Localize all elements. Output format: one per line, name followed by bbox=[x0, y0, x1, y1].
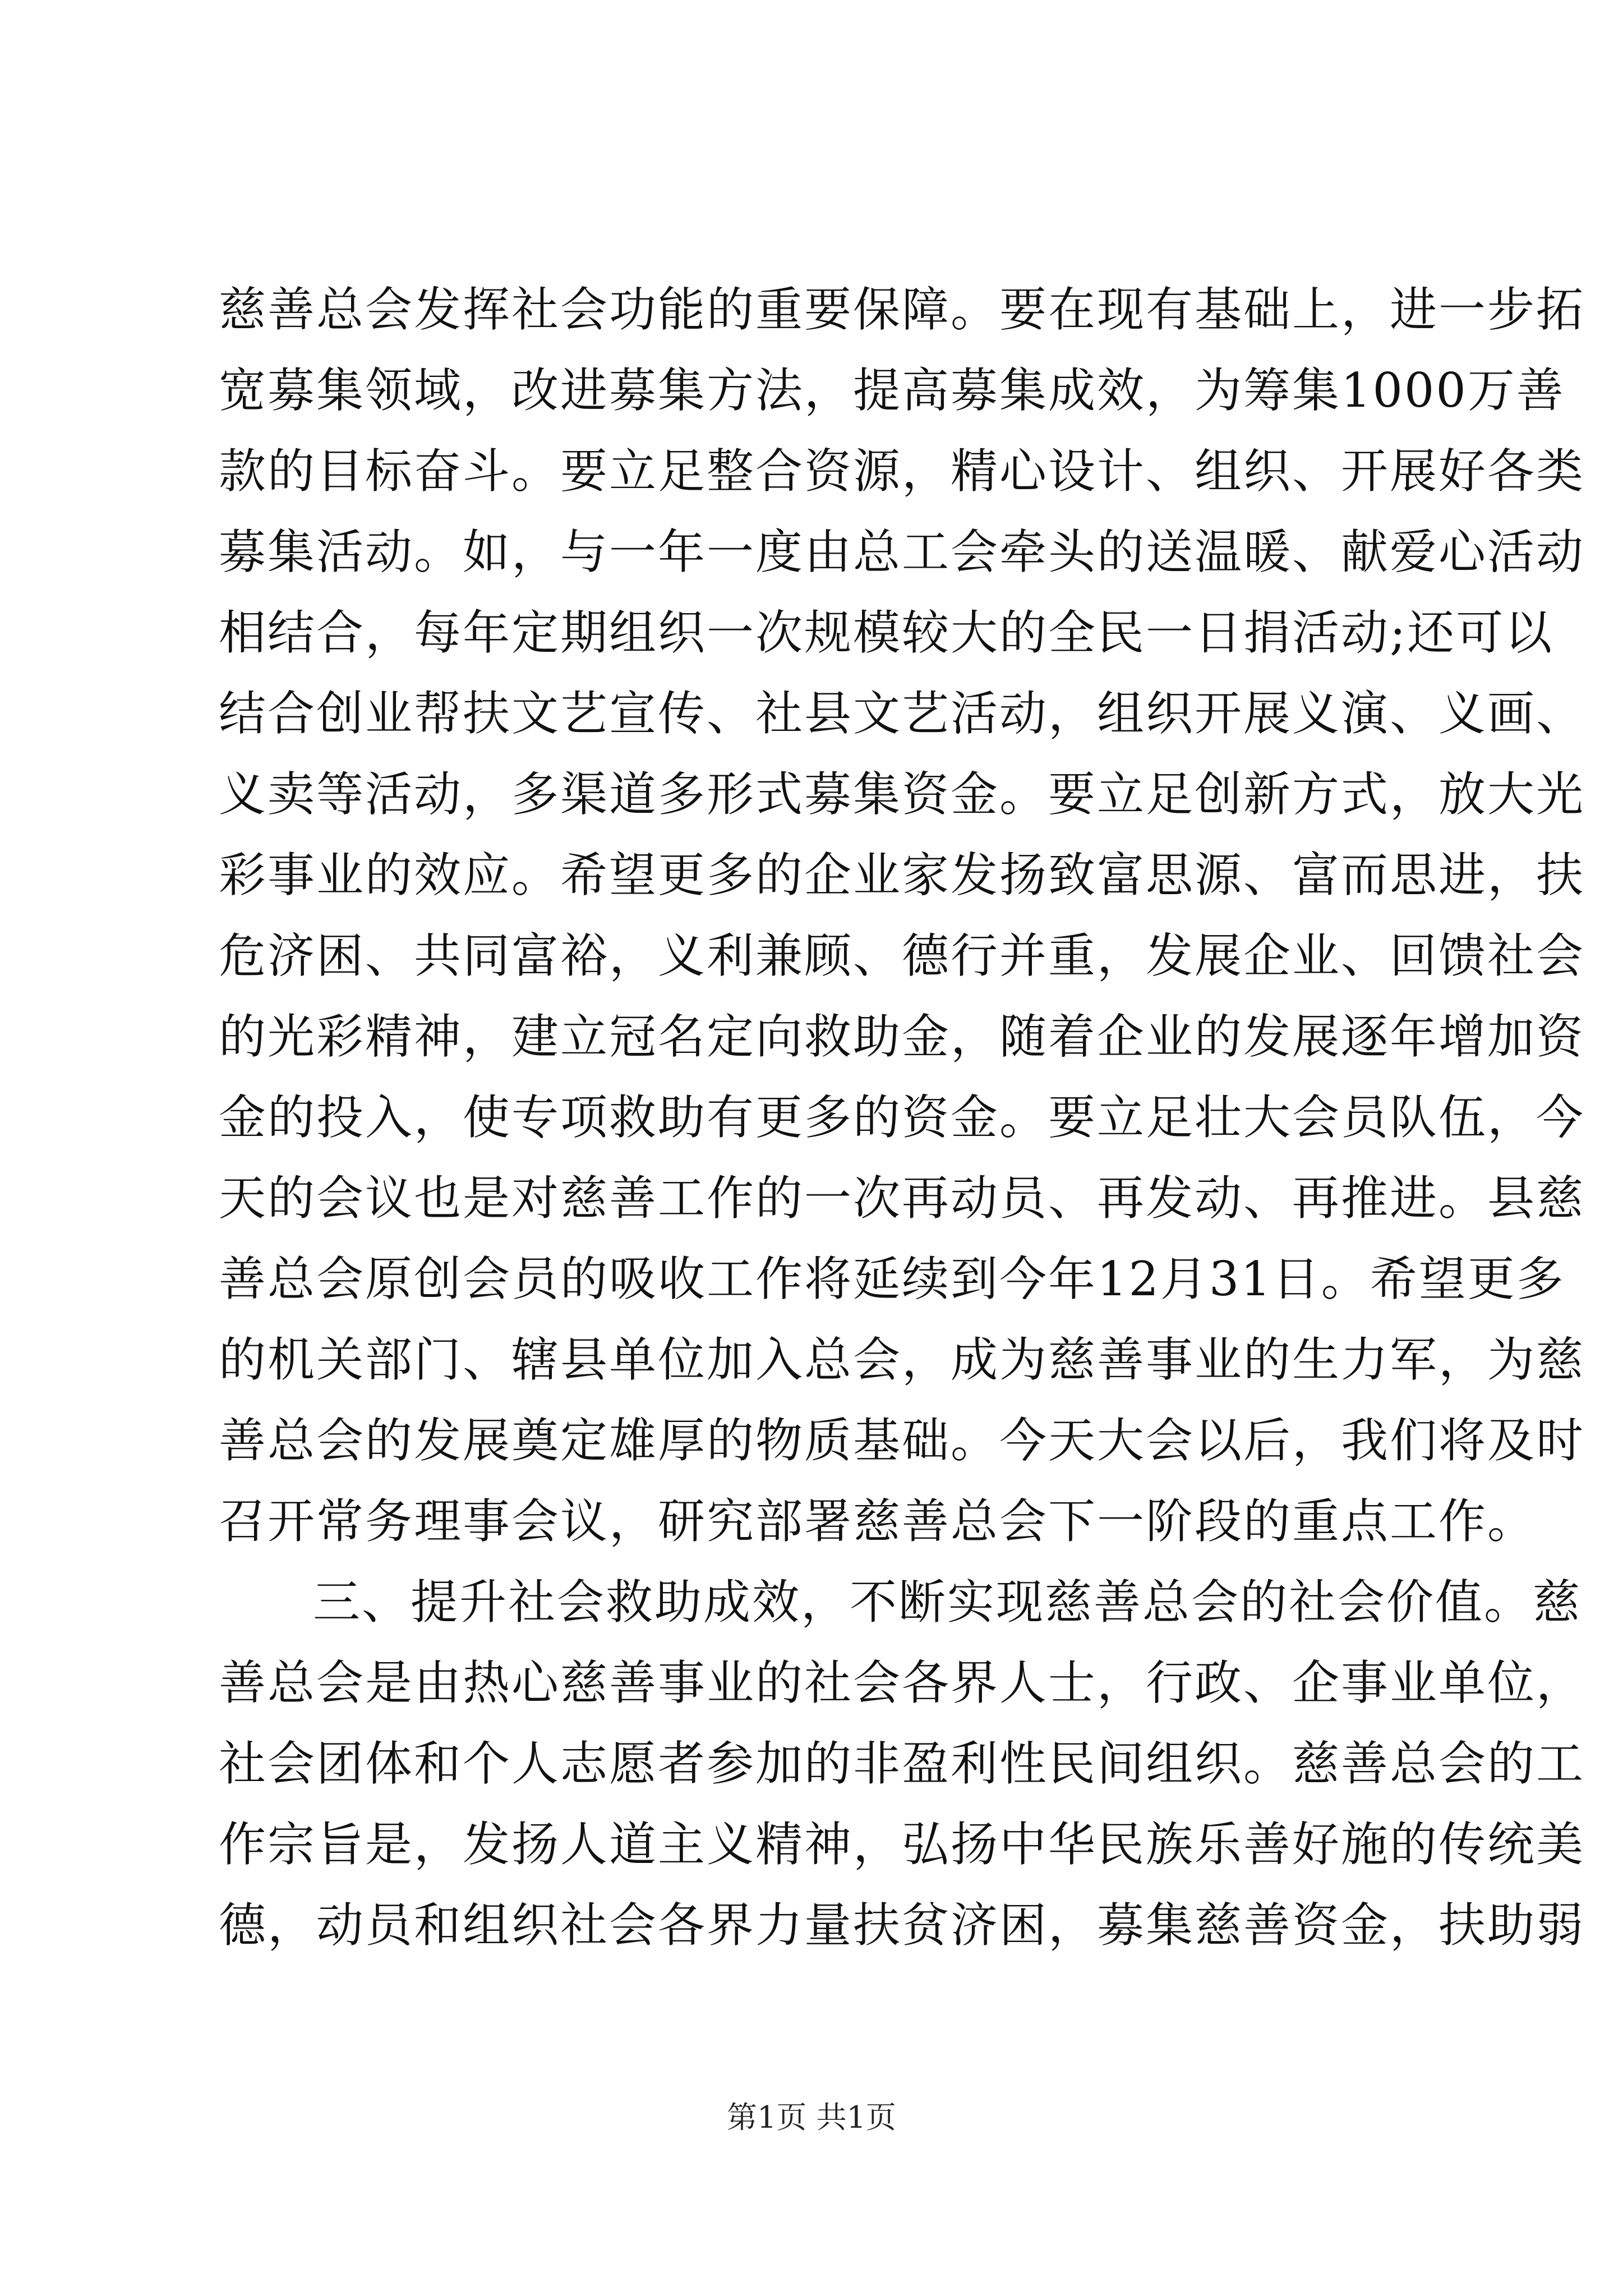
text-line: 的机关部门、辖县单位加入总会，成为慈善事业的生力军，为慈 bbox=[219, 1332, 1585, 1387]
text-line: 彩事业的效应。希望更多的企业家发扬致富思源、富而思进，扶 bbox=[219, 848, 1585, 903]
text-line: 天的会议也是对慈善工作的一次再动员、再发动、再推进。县慈 bbox=[219, 1171, 1585, 1226]
paragraph-end-line: 召开常务理事会议，研究部署慈善总会下一阶段的重点工作。 bbox=[219, 1494, 1537, 1549]
text-line: 金的投入，使专项救助有更多的资金。要立足壮大会员队伍，今 bbox=[219, 1090, 1585, 1145]
text-line: 募集活动。如，与一年一度由总工会牵头的送温暖、献爱心活动 bbox=[219, 524, 1585, 579]
text-line: 社会团体和个人志愿者参加的非盈利性民间组织。慈善总会的工 bbox=[219, 1736, 1585, 1791]
text-line: 危济困、共同富裕，义利兼顾、德行并重，发展企业、回馈社会 bbox=[219, 928, 1585, 983]
text-line: 慈善总会发挥社会功能的重要保障。要在现有基础上，进一步拓 bbox=[219, 282, 1585, 337]
section-heading-line: 三、提升社会救助成效，不断实现慈善总会的社会价值。慈 bbox=[313, 1575, 1582, 1630]
text-line: 善总会的发展奠定雄厚的物质基础。今天大会以后，我们将及时 bbox=[219, 1413, 1585, 1468]
text-line: 善总会是由热心慈善事业的社会各界人士，行政、企事业单位， bbox=[219, 1655, 1585, 1710]
text-line: 结合创业帮扶文艺宣传、社县文艺活动，组织开展义演、义画、 bbox=[219, 686, 1585, 741]
text-line: 款的目标奋斗。要立足整合资源，精心设计、组织、开展好各类 bbox=[219, 444, 1585, 499]
text-line: 善总会原创会员的吸收工作将延续到今年12月31日。希望更多 bbox=[219, 1251, 1565, 1306]
text-line: 的光彩精神，建立冠名定向救助金，随着企业的发展逐年增加资 bbox=[219, 1009, 1585, 1064]
text-line: 相结合，每年定期组织一次规模较大的全民一日捐活动;还可以 bbox=[219, 605, 1554, 660]
page-number-label: 第1页 共1页 bbox=[727, 2100, 896, 2135]
text-line: 宽募集领域，改进募集方法，提高募集成效，为筹集1000万善 bbox=[219, 363, 1565, 418]
text-line: 义卖等活动，多渠道多形式募集资金。要立足创新方式，放大光 bbox=[219, 767, 1585, 822]
page-footer bbox=[0, 2098, 1623, 2137]
text-line: 作宗旨是，发扬人道主义精神，弘扬中华民族乐善好施的传统美 bbox=[219, 1817, 1585, 1872]
body-text bbox=[219, 269, 1585, 1966]
text-line: 德，动员和组织社会各界力量扶贫济困，募集慈善资金，扶助弱 bbox=[219, 1898, 1585, 1953]
